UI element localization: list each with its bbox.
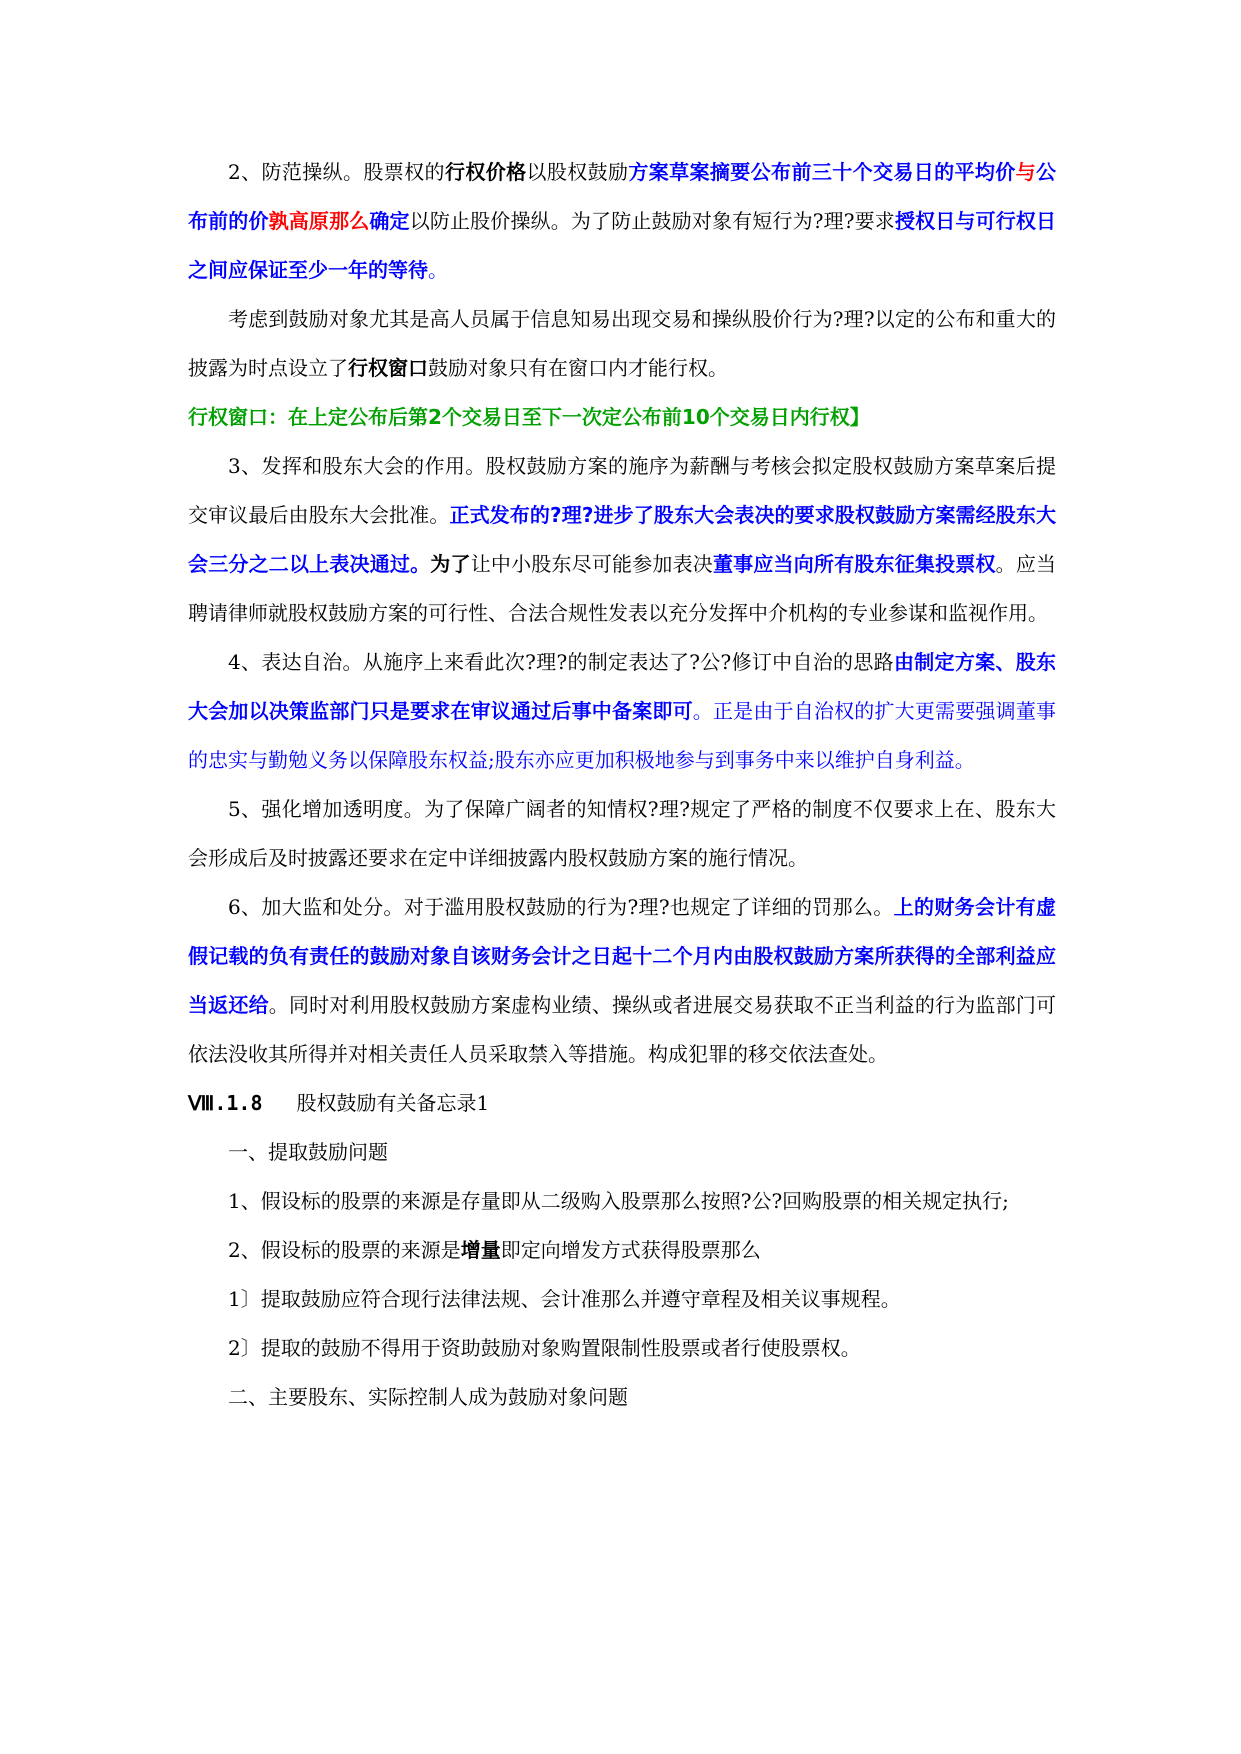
paragraph-prevent-manipulation: 2、防范操纵。股票权的行权价格以股权鼓励方案草案摘要公布前三十个交易日的平均价与公布前的价孰高原那么确定以防止股价操纵。为了防止鼓励对象有短行为?理?要求授权日与可行权日之间应保证至少一年的等待。 [188, 160, 1057, 282]
paragraph-exercise-window-note: 行权窗口：在上定公布后第2个交易日至下一次定公布前10个交易日内行权】 [188, 405, 870, 429]
paragraph-sub-1: 1〕提取鼓励应符合现行法律法规、会计准那么并遵守章程及相关议事规程。 [228, 1287, 901, 1311]
section-number: Ⅷ.1.8 [188, 1091, 263, 1115]
section-title: 股权鼓励有关备忘录1 [296, 1091, 490, 1115]
paragraph-exercise-window: 考虑到鼓励对象尤其是高人员属于信息知易出现交易和操纵股价行为?理?以定的公布和重大的披露为时点设立了行权窗口鼓励对象只有在窗口内才能行权。 [188, 307, 1056, 380]
paragraph-transparency: 5、强化增加透明度。为了保障广阔者的知情权?理?规定了严格的制度不仅要求上在、股东大会形成后及时披露还要求在定中详细披露内股权鼓励方案的施行情况。 [188, 797, 1056, 870]
paragraph-shareholder-meeting: 3、发挥和股东大会的作用。股权鼓励方案的施序为薪酬与考核会拟定股权鼓励方案草案后提交审议最后由股东大会批准。正式发布的?理?进步了股东大会表决的要求股权鼓励方案需经股东大会三分之二以上表决通过。为了让中小股东尽可能参加表决董事应当向所有股东征集投票权。应当聘请律师就股权鼓励方案的可行性、合法合规性发表以充分发挥中介机构的专业参谋和监视作用。 [188, 454, 1057, 625]
document-page [188, 148, 1056, 1422]
paragraph-supervision: 6、加大监和处分。对于滥用股权鼓励的行为?理?也规定了详细的罚那么。上的财务会计有虚假记载的负有责任的鼓励对象自该财务会计之日起十二个月内由股权鼓励方案所获得的全部利益应当返还给。同时对利用股权鼓励方案虚构业绩、操纵或者进展交易获取不正当利益的行为监部门可依法没收其所得并对相关责任人员采取禁入等措施。构成犯罪的移交依法查处。 [188, 895, 1057, 1066]
section-heading [188, 1079, 1056, 1128]
paragraph-item-1-1: 1、假设标的股票的来源是存量即从二级购入股票那么按照?公?回购股票的相关规定执行; [228, 1189, 1009, 1213]
paragraph-item-1-2: 2、假设标的股票的来源是增量即定向增发方式获得股票那么 [228, 1238, 761, 1262]
paragraph-item-1: 一、提取鼓励问题 [228, 1140, 388, 1164]
paragraph-autonomy: 4、表达自治。从施序上来看此次?理?的制定表达了?公?修订中自治的思路由制定方案、股东大会加以决策监部门只是要求在审议通过后事中备案即可。正是由于自治权的扩大更需要强调董事的忠实与勤勉义务以保障股东权益;股东亦应更加积极地参与到事务中来以维护自身利益。 [188, 650, 1057, 772]
paragraph-sub-2: 2〕提取的鼓励不得用于资助鼓励对象购置限制性股票或者行使股票权。 [228, 1336, 861, 1360]
paragraph-item-2: 二、主要股东、实际控制人成为鼓励对象问题 [228, 1385, 628, 1409]
